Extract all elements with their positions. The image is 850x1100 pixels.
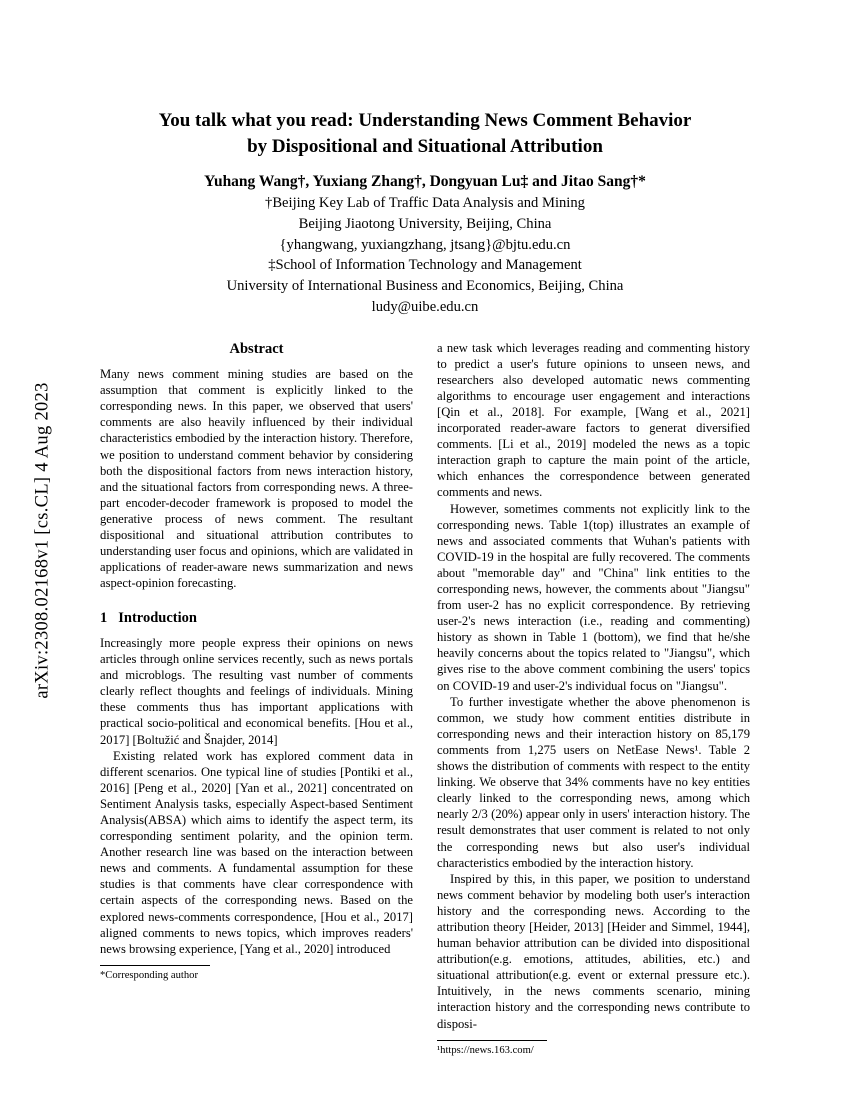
- affiliation-line: ‡School of Information Technology and Management: [268, 257, 582, 274]
- paragraph: However, sometimes comments not explicitly link to the corresponding news. Table 1(top) illustrates an example of news and associated comments that Wuhan's patients with COVID-19 in the hospital are fully recovered. The comments about "memorable day" and "China" link entities to the corresponding news, however, the comments about "Jiangsu" from user-2 has no explicit correspondence. By retrieving user-2's news interaction (i.e., reading and commenting) history as shown in Table 1 (bottom), we find that he/she heavily concerns about the topics related to "Jiangsu", which gives rise to the above comment combining the users' topics on COVID-19 and user-2's individual focus on "Jiangsu".: [437, 501, 750, 693]
- section-title: Introduction: [118, 610, 197, 627]
- page-title: [100, 108, 750, 159]
- title-line-2: by Dispositional and Situational Attribution: [247, 135, 603, 157]
- left-column: [100, 340, 413, 1057]
- section-heading-introduction: [100, 609, 413, 628]
- right-column: [437, 340, 750, 1057]
- footnote-divider: [437, 1040, 547, 1041]
- affiliation-line: University of International Business and Economics, Beijing, China: [226, 278, 624, 295]
- arxiv-stamp: arXiv:2308.02168v1 [cs.CL] 4 Aug 2023: [32, 382, 53, 699]
- two-column-body: [100, 340, 750, 1057]
- paper-content: [100, 108, 750, 1057]
- paragraph: a new task which leverages reading and commenting history to predict a user's future opinions to unseen news, and researchers also developed automatic news commenting algorithms to encourage user engagement and interactions [Qin et al., 2018]. For example, [Wang et al., 2021] incorporated reader-aware factors to generat diversified comments. [Li et al., 2019] modeled the news as a topic interaction graph to capture the main point of the article, which enhances the correspondence between generated comments and news.: [437, 340, 750, 500]
- author-list: Yuhang Wang†, Yuxiang Zhang†, Dongyuan Lu‡ and Jitao Sang†*: [204, 173, 646, 191]
- affiliation-line: †Beijing Key Lab of Traffic Data Analysis and Mining: [265, 195, 585, 212]
- abstract-heading: Abstract: [229, 340, 284, 357]
- paragraph: Increasingly more people express their opinions on news articles through online services recently, such as news portals and microblogs. The resulting vast number of comments clearly reflect thoughts and feelings of individuals. Mining these comments thus has important applications with practical socio-political and economical benefits. [Hou et al., 2017] [Boltužić and Šnajder, 2014]: [100, 635, 413, 747]
- affiliation-line: {yhangwang, yuxiangzhang, jtsang}@bjtu.edu.cn: [279, 236, 571, 253]
- footnote-text: *Corresponding author: [100, 969, 198, 981]
- affiliation-line: Beijing Jiaotong University, Beijing, China: [298, 216, 552, 232]
- abstract-block: [100, 366, 413, 591]
- footnote-text: ¹https://news.163.com/: [437, 1044, 534, 1056]
- paragraph: Existing related work has explored comment data in different scenarios. One typical line of studies [Pontiki et al., 2016] [Peng et al., 2020] [Yan et al., 2021] concentrated on Sentiment Analysis tasks, especially Aspect-based Sentiment Analysis(ABSA) which aims to identify the aspect term, its corresponding sentiment polarity, and the opinion term. Another research line was based on the interaction between news and comments. A fundamental assumption for these studies is that comments have clear correspondence with certain aspects of the corresponding news. Based on the explored news-comments correspondence, [Hou et al., 2017] aligned comments to news topics, which improves readers' news browsing experience, [Yang et al., 2020] introduced: [100, 748, 413, 956]
- paragraph: To further investigate whether the above phenomenon is common, we study how comment entities distribute in corresponding news and their interaction history on 85,179 comments from 1,275 users on NetEase News¹. Table 2 shows the distribution of comments with respect to the entity linking. We observe that 34% comments have no key entities clearly linked to the corresponding news, among which nearly 2/3 (20%) appear only in users' interaction history. The result demonstrates that user comment is related to not only the corresponding news but also user's individual characteristics embodied by the interaction history.: [437, 694, 750, 870]
- title-line-1: You talk what you read: Understanding News Comment Behavior: [158, 110, 692, 131]
- affiliation-block: [100, 193, 750, 317]
- abstract-text: Many news comment mining studies are based on the assumption that comment is explicitly linked to the corresponding news. In this paper, we observed that users' comments are also heavily influenced by their individual characteristics embodied by the interaction history. Therefore, we position to understand comment behavior by considering both the dispositional factors from news interaction history, and the situational factors from corresponding news. A three-part encoder-decoder framework is proposed to model the generative process of news comment. The resultant dispositional and situational attribution contributes to understanding user focus and opinions, which are validated in applications of reader-aware news summarization and news aspect-opinion forecasting.: [100, 367, 413, 591]
- section-number: 1: [100, 610, 108, 627]
- footnote-right-block: [437, 1040, 750, 1057]
- affiliation-line: ludy@uibe.edu.cn: [371, 298, 479, 315]
- footnote-left-block: [100, 965, 413, 982]
- paragraph: Inspired by this, in this paper, we position to understand news comment behavior by modeling both user's interaction history and the corresponding news. According to the attribution theory [Heider, 2013] [Heider and Simmel, 1944], human behavior attribution can be divided into dispositional attribution(e.g. emotions, attitudes, abilities, etc.) and situational attribution(e.g. event or external pressure etc.). Intuitively, in the news comments scenario, mining interaction history and the corresponding news contribute to disposi-: [437, 871, 750, 1031]
- footnote-divider: [100, 965, 210, 966]
